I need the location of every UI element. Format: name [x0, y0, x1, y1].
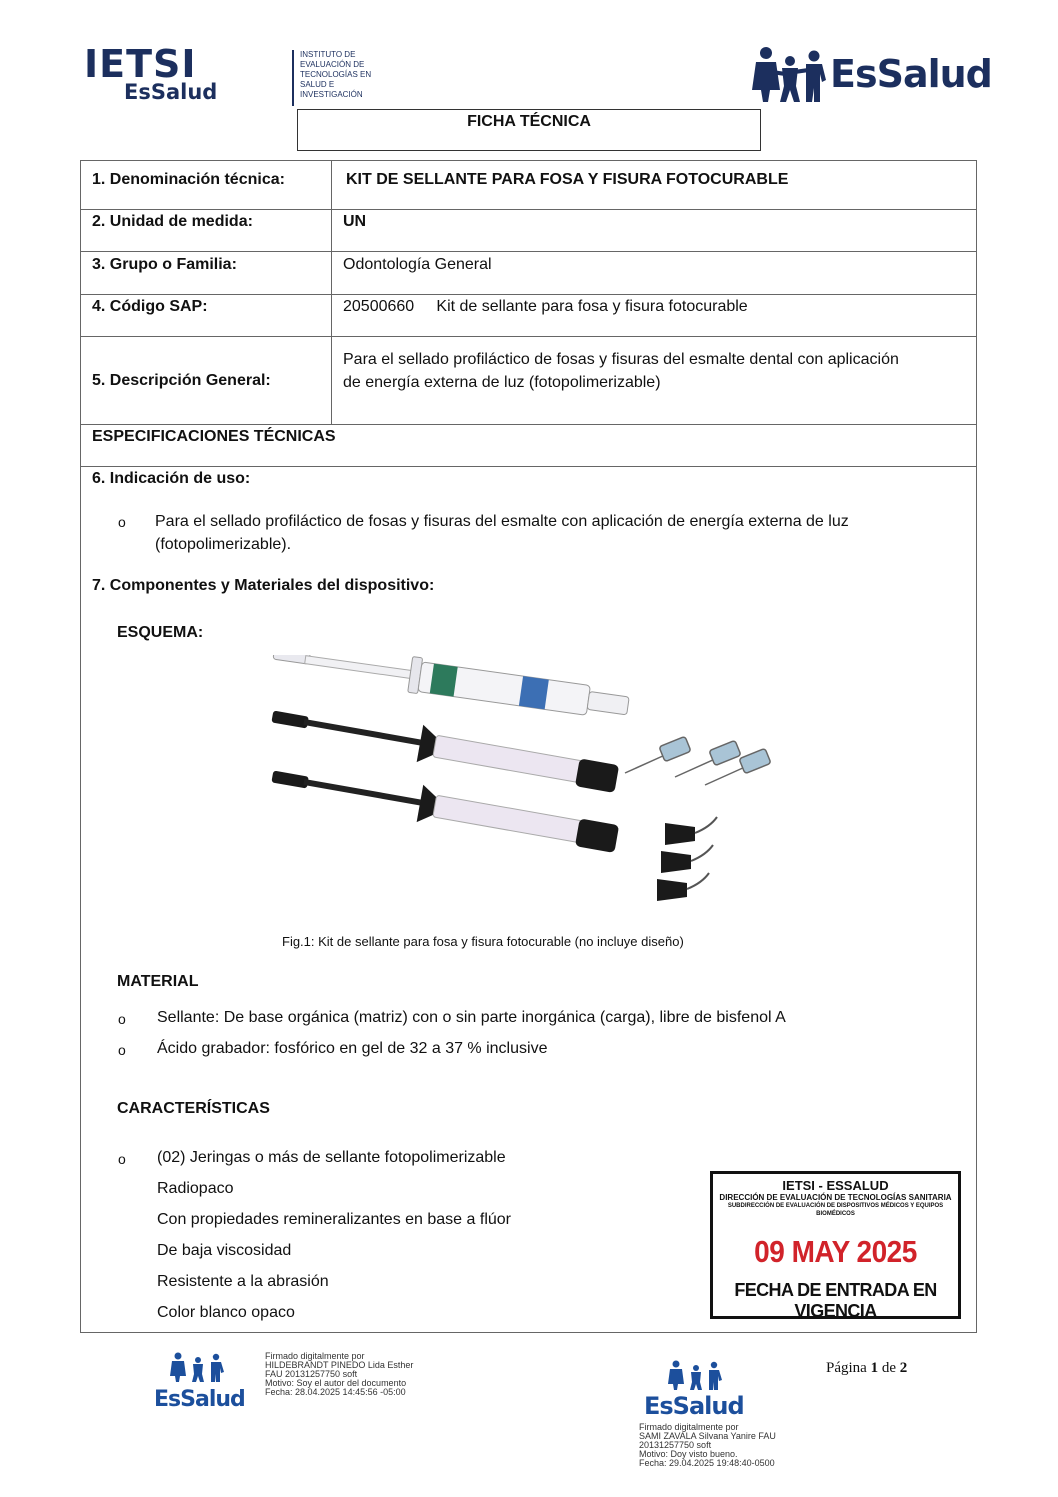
page-number — [826, 1360, 907, 1377]
row-divider — [80, 209, 977, 210]
row-value-unidad: UN — [343, 213, 367, 230]
signature2-logo — [644, 1360, 744, 1420]
section7-heading: 7. Componentes y Materiales del dispositivo: — [92, 577, 435, 594]
material-item-sellante: Sellante: De base orgánica (matriz) con o sin parte inorgánica (carga), libre de bisfenol A — [157, 1009, 786, 1026]
signature1-text — [265, 1352, 413, 1397]
row-divider — [80, 336, 977, 337]
caracteristicas-heading: CARACTERÍSTICAS — [117, 1100, 270, 1117]
ficha-title-box — [297, 109, 761, 151]
esquema-label: ESQUEMA: — [117, 624, 204, 641]
ietsi-logo — [84, 42, 372, 110]
caract-item: (02) Jeringas o más de sellante fotopolimerizable — [157, 1149, 506, 1166]
row-value-descripcion — [343, 348, 973, 394]
signature-line: Motivo: Doy visto bueno. — [639, 1449, 738, 1459]
white-syringe — [271, 655, 631, 723]
product-kit-image — [255, 655, 795, 925]
description-line: de energía externa de luz (fotopolimerizable) — [343, 374, 661, 391]
stamp-subdirection: SUBDIRECCIÓN DE EVALUACIÓN DE DISPOSITIVOS MÉDICOS Y EQUIPOS BIOMÉDICOS — [727, 1203, 944, 1217]
brush-tips — [657, 817, 717, 901]
ietsi-logo-divider — [292, 50, 294, 106]
row-label-unidad: 2. Unidad de medida: — [92, 213, 253, 230]
section6-text — [155, 510, 965, 556]
bullet-marker: o — [118, 514, 126, 530]
essalud-logo — [752, 46, 992, 102]
essalud-family-icon — [168, 1352, 228, 1382]
section6-line: Para el sellado profiláctico de fosas y fisuras del esmalte con aplicación de energía externa de luz — [155, 513, 849, 530]
signature-line: SAMI ZAVALA Silvana Yanire FAU — [639, 1431, 776, 1441]
row-value-denominacion: KIT DE SELLANTE PARA FOSA Y FISURA FOTOCURABLE — [346, 171, 789, 188]
spec-heading: ESPECIFICACIONES TÉCNICAS — [92, 428, 336, 445]
row-value-codigo: 20500660 Kit de sellante para fosa y fisura fotocurable — [343, 298, 748, 315]
institute-line: INSTITUTO DE — [300, 50, 356, 59]
caract-item: Color blanco opaco — [157, 1304, 295, 1321]
institute-line: TECNOLOGÍAS EN — [300, 70, 372, 79]
institute-line: SALUD E — [300, 80, 335, 89]
row-label-grupo: 3. Grupo o Familia: — [92, 256, 237, 273]
stamp-footer: FECHA DE ENTRADA EN VIGENCIA — [734, 1280, 937, 1321]
stamp-date: 09 MAY 2025 — [754, 1234, 917, 1269]
signature1-logo — [154, 1352, 245, 1412]
caract-item: Resistente a la abrasión — [157, 1273, 329, 1290]
section6-heading: 6. Indicación de uso: — [92, 470, 251, 487]
description-line: Para el sellado profiláctico de fosas y fisuras del esmalte dental con aplicación — [343, 351, 899, 368]
column-divider — [331, 160, 332, 424]
signature-line: Motivo: Soy el autor del documento — [265, 1378, 407, 1388]
page-prefix: Página — [826, 1360, 871, 1376]
page-separator: de — [878, 1360, 900, 1376]
signature2-text — [639, 1423, 776, 1468]
row-divider — [80, 466, 977, 467]
stamp-direction: DIRECCIÓN DE EVALUACIÓN DE TECNOLOGÍAS SANITARIA — [719, 1193, 952, 1202]
stamp-org: IETSI - ESSALUD — [782, 1178, 889, 1193]
ietsi-institute-text — [300, 50, 400, 100]
signature-line: Firmado digitalmente por — [639, 1422, 739, 1432]
row-label-denominacion: 1. Denominación técnica: — [92, 171, 285, 188]
signature-line: Fecha: 29.04.2025 19:48:40-0500 — [639, 1458, 775, 1468]
row-divider — [80, 251, 977, 252]
row-divider — [80, 160, 977, 161]
signature-line: HILDEBRANDT PINEDO Lida Esther — [265, 1360, 414, 1370]
material-item-acido: Ácido grabador: fosfórico en gel de 32 a 37 % inclusive — [157, 1040, 548, 1057]
row-label-codigo: 4. Código SAP: — [92, 298, 208, 315]
caract-item: De baja viscosidad — [157, 1242, 292, 1259]
signature-line: Fecha: 28.04.2025 14:45:56 -05:00 — [265, 1387, 406, 1397]
bullet-marker: o — [118, 1151, 126, 1167]
essalud-family-icon — [752, 46, 830, 102]
page-title: FICHA TÉCNICA — [467, 113, 591, 130]
row-label-descripcion: 5. Descripción General: — [92, 372, 271, 389]
signature-line: FAU 20131257750 soft — [265, 1369, 358, 1379]
row-value-grupo: Odontología General — [343, 256, 492, 273]
row-divider — [80, 424, 977, 425]
signature-line: Firmado digitalmente por — [265, 1351, 365, 1361]
section6-line: (fotopolimerizable). — [155, 536, 292, 553]
caract-item: Con propiedades remineralizantes en base a flúor — [157, 1211, 511, 1228]
page-current: 1 — [870, 1360, 879, 1376]
signature-line: 20131257750 soft — [639, 1440, 712, 1450]
essalud-logo-word: EsSalud — [830, 52, 992, 96]
bullet-marker: o — [118, 1011, 126, 1027]
essalud-family-icon — [666, 1360, 726, 1390]
ietsi-logo-subword: EsSalud — [124, 80, 218, 104]
figure-caption: Fig.1: Kit de sellante para fosa y fisura fotocurable (no incluye diseño) — [282, 934, 684, 949]
row-divider — [80, 294, 977, 295]
institute-line: EVALUACIÓN DE — [300, 60, 365, 69]
signature2-logo-word: EsSalud — [644, 1392, 744, 1420]
bullet-marker: o — [118, 1042, 126, 1058]
validity-stamp — [710, 1171, 961, 1319]
caract-item: Radiopaco — [157, 1180, 234, 1197]
needle-tips — [625, 736, 771, 785]
material-heading: MATERIAL — [117, 973, 199, 990]
institute-line: INVESTIGACIÓN — [300, 90, 363, 99]
page-total: 2 — [899, 1360, 908, 1376]
signature1-logo-word: EsSalud — [154, 1387, 245, 1412]
ietsi-logo-word: IETSI — [84, 42, 197, 86]
